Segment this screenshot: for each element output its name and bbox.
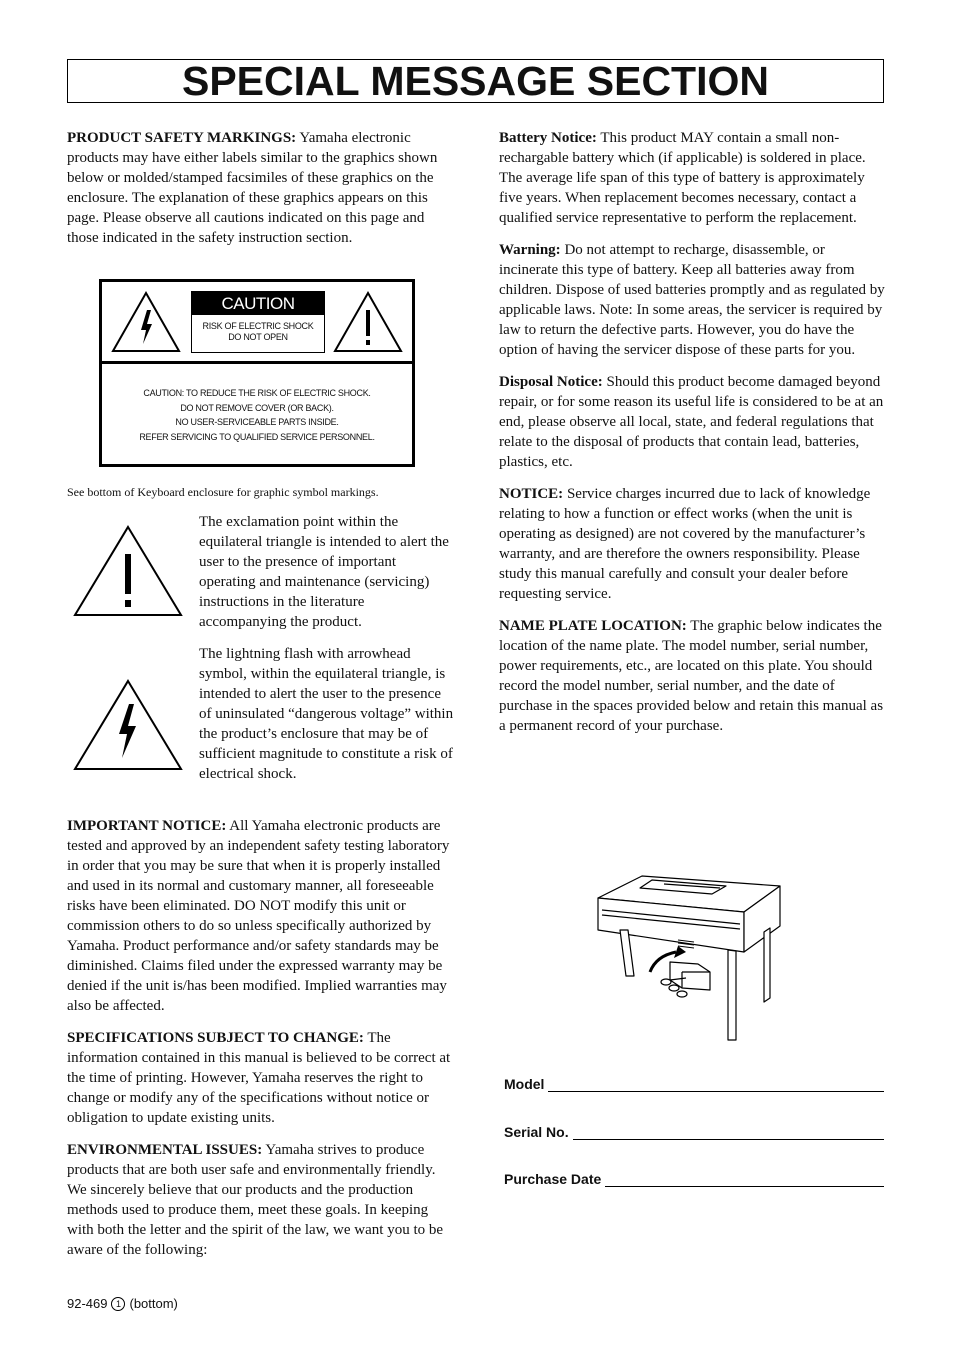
caution-body-line: DO NOT REMOVE COVER (OR BACK). [180,402,334,413]
piano-nameplate-illustration [594,868,788,1044]
notice-paragraph [499,484,887,604]
exclamation-explanation: The exclamation point within the equilateral triangle is intended to alert the user to the presence of important operating and maintenance (servicing) instructions in the literature accompanying the product. [199,514,449,630]
battery-text: This product MAY contain a small non-rechargable battery which (if applicable) is soldered in place. The average life span of this type of battery is approximately five years. When replacement becomes necessary, contact a qualified service representative to perform the replacement. [499,130,866,226]
left-column-lower [67,816,455,1272]
serial-field[interactable] [573,1125,884,1140]
lightning-triangle-icon [110,290,182,354]
caution-label-top [102,282,412,361]
exclamation-triangle-icon [72,524,184,618]
caution-body-line: CAUTION: TO REDUCE THE RISK OF ELECTRIC SHOCK. [143,388,371,398]
environment-heading: ENVIRONMENTAL ISSUES: [67,1142,263,1158]
serial-label: Serial No. [504,1124,569,1140]
caution-divider [102,361,412,364]
nameplate-text: The graphic below indicates the location of the name plate. The model number, serial number, power requirements, etc., are located on this plate. You should record the model number, serial number, and the date of purchase in the spaces provided below and retain this manual as a permanent record of your purchase. [499,618,884,734]
disposal-text: Should this product become damaged beyond repair, or for some reason its useful life is considered to be at an end, please observe all local, state, and federal regulations that relate to the disposal of products that contain lead, batteries, plastics, etc. [499,374,884,470]
purchase-date-field[interactable] [605,1172,884,1187]
title-box [67,59,884,103]
notice-text: Service charges incurred due to lack of knowledge relating to how a function or effect works (when the unit is operating as designed) are not covered by the manufacturer’s warranty, and are therefore the owners responsibility. Please study this manual carefully and consult your dealer before requesting service. [499,486,871,602]
model-label: Model [504,1076,545,1092]
lightning-triangle-icon [72,678,184,772]
specs-heading: SPECIFICATIONS SUBJECT TO CHANGE: [67,1030,364,1046]
footer-code [67,1296,178,1312]
important-text: All Yamaha electronic products are tested and approved by an independent safety testing laboratory in order that you may be sure that when it is properly installed and used in its normal and customary manner, all foreseeable risks have been eliminated. DO NOT modify this unit or commission others to do so unless specifically authorized by Yamaha. Product performance and/or safety standards may be diminished. Claims filed under the expressed warranty may be denied if the unit is/has been modified. Implied warranties may also be affected. [67,818,450,1014]
battery-paragraph [499,128,887,228]
caution-sub-line-1: RISK OF ELECTRIC SHOCK [202,321,314,331]
nameplate-paragraph [499,616,887,736]
specs-text: The information contained in this manual is believed to be correct at the time of printing. However, Yamaha reserves the right to change or modify any of the specifications without notice or obligation to update existing units. [67,1030,451,1126]
exclamation-symbol-row [67,512,455,632]
warning-paragraph [499,240,887,360]
important-paragraph [67,816,455,1016]
record-form [504,1076,884,1196]
footer-code-number: 92-469 [67,1296,108,1311]
notice-heading: NOTICE: [499,486,564,502]
safety-heading: PRODUCT SAFETY MARKINGS: [67,130,297,146]
serial-row [504,1124,884,1140]
important-heading: IMPORTANT NOTICE: [67,818,227,834]
lightning-explanation: The lightning flash with arrowhead symbol, within the equilateral triangle, is intended to alert the user to the presence of uninsulated “dangerous voltage” within the product’s enclosure that may be of sufficient magnitude to constitute a risk of electrical shock. [199,646,454,782]
caution-sub-line-2: DO NOT OPEN [228,332,288,342]
exclamation-triangle-icon [332,290,404,354]
caution-label-graphic [99,279,415,467]
nameplate-heading: NAME PLATE LOCATION: [499,618,687,634]
safety-text: Yamaha electronic products may have either labels similar to the graphics shown below or molded/stamped facsimiles of these graphics on the enclosure. The explanation of these graphics appears on this page. Please observe all cautions indicated on this page and those indicated in the safety instruction section. [67,130,438,246]
caution-title: CAUTION [192,292,324,315]
specs-paragraph [67,1028,455,1128]
model-row [504,1076,884,1092]
left-column-top [67,128,455,260]
model-field[interactable] [548,1077,884,1092]
caution-subtitle [192,321,324,343]
footer-suffix: (bottom) [129,1296,178,1311]
disposal-paragraph [499,372,887,472]
disposal-heading: Disposal Notice: [499,374,603,390]
purchase-date-row [504,1171,884,1187]
lightning-symbol-row [67,644,455,808]
footer-circled-number: 1 [111,1297,125,1311]
caution-body-line: REFER SERVICING TO QUALIFIED SERVICE PERSONNEL. [139,431,375,442]
see-bottom-note: See bottom of Keyboard enclosure for graphic symbol markings. [67,485,379,499]
environment-text: Yamaha strives to produce products that are both user safe and environmentally friendly. We sincerely believe that our products and the production methods used to produce them, meet these goals. In keeping with both the letter and the spirit of the law, we want you to be aware of the following: [67,1142,444,1258]
right-column [499,128,887,748]
warning-heading: Warning: [499,242,561,258]
purchase-date-label: Purchase Date [504,1171,602,1187]
caution-body-line: NO USER-SERVICEABLE PARTS INSIDE. [175,417,339,427]
page-title: SPECIAL MESSAGE SECTION [181,57,769,104]
caution-body [102,386,412,444]
caution-label-panel [191,291,325,353]
battery-heading: Battery Notice: [499,130,597,146]
warning-text: Do not attempt to recharge, disassemble, or incinerate this type of battery. Keep all batteries away from children. Dispose of used batteries promptly and as regulated by applicable laws. Note: In some areas, the servicer is required by law to return the defective parts. However, you do have the option of having the servicer dispose of these parts for you. [499,242,885,358]
environment-paragraph [67,1140,455,1260]
safety-paragraph [67,128,455,248]
